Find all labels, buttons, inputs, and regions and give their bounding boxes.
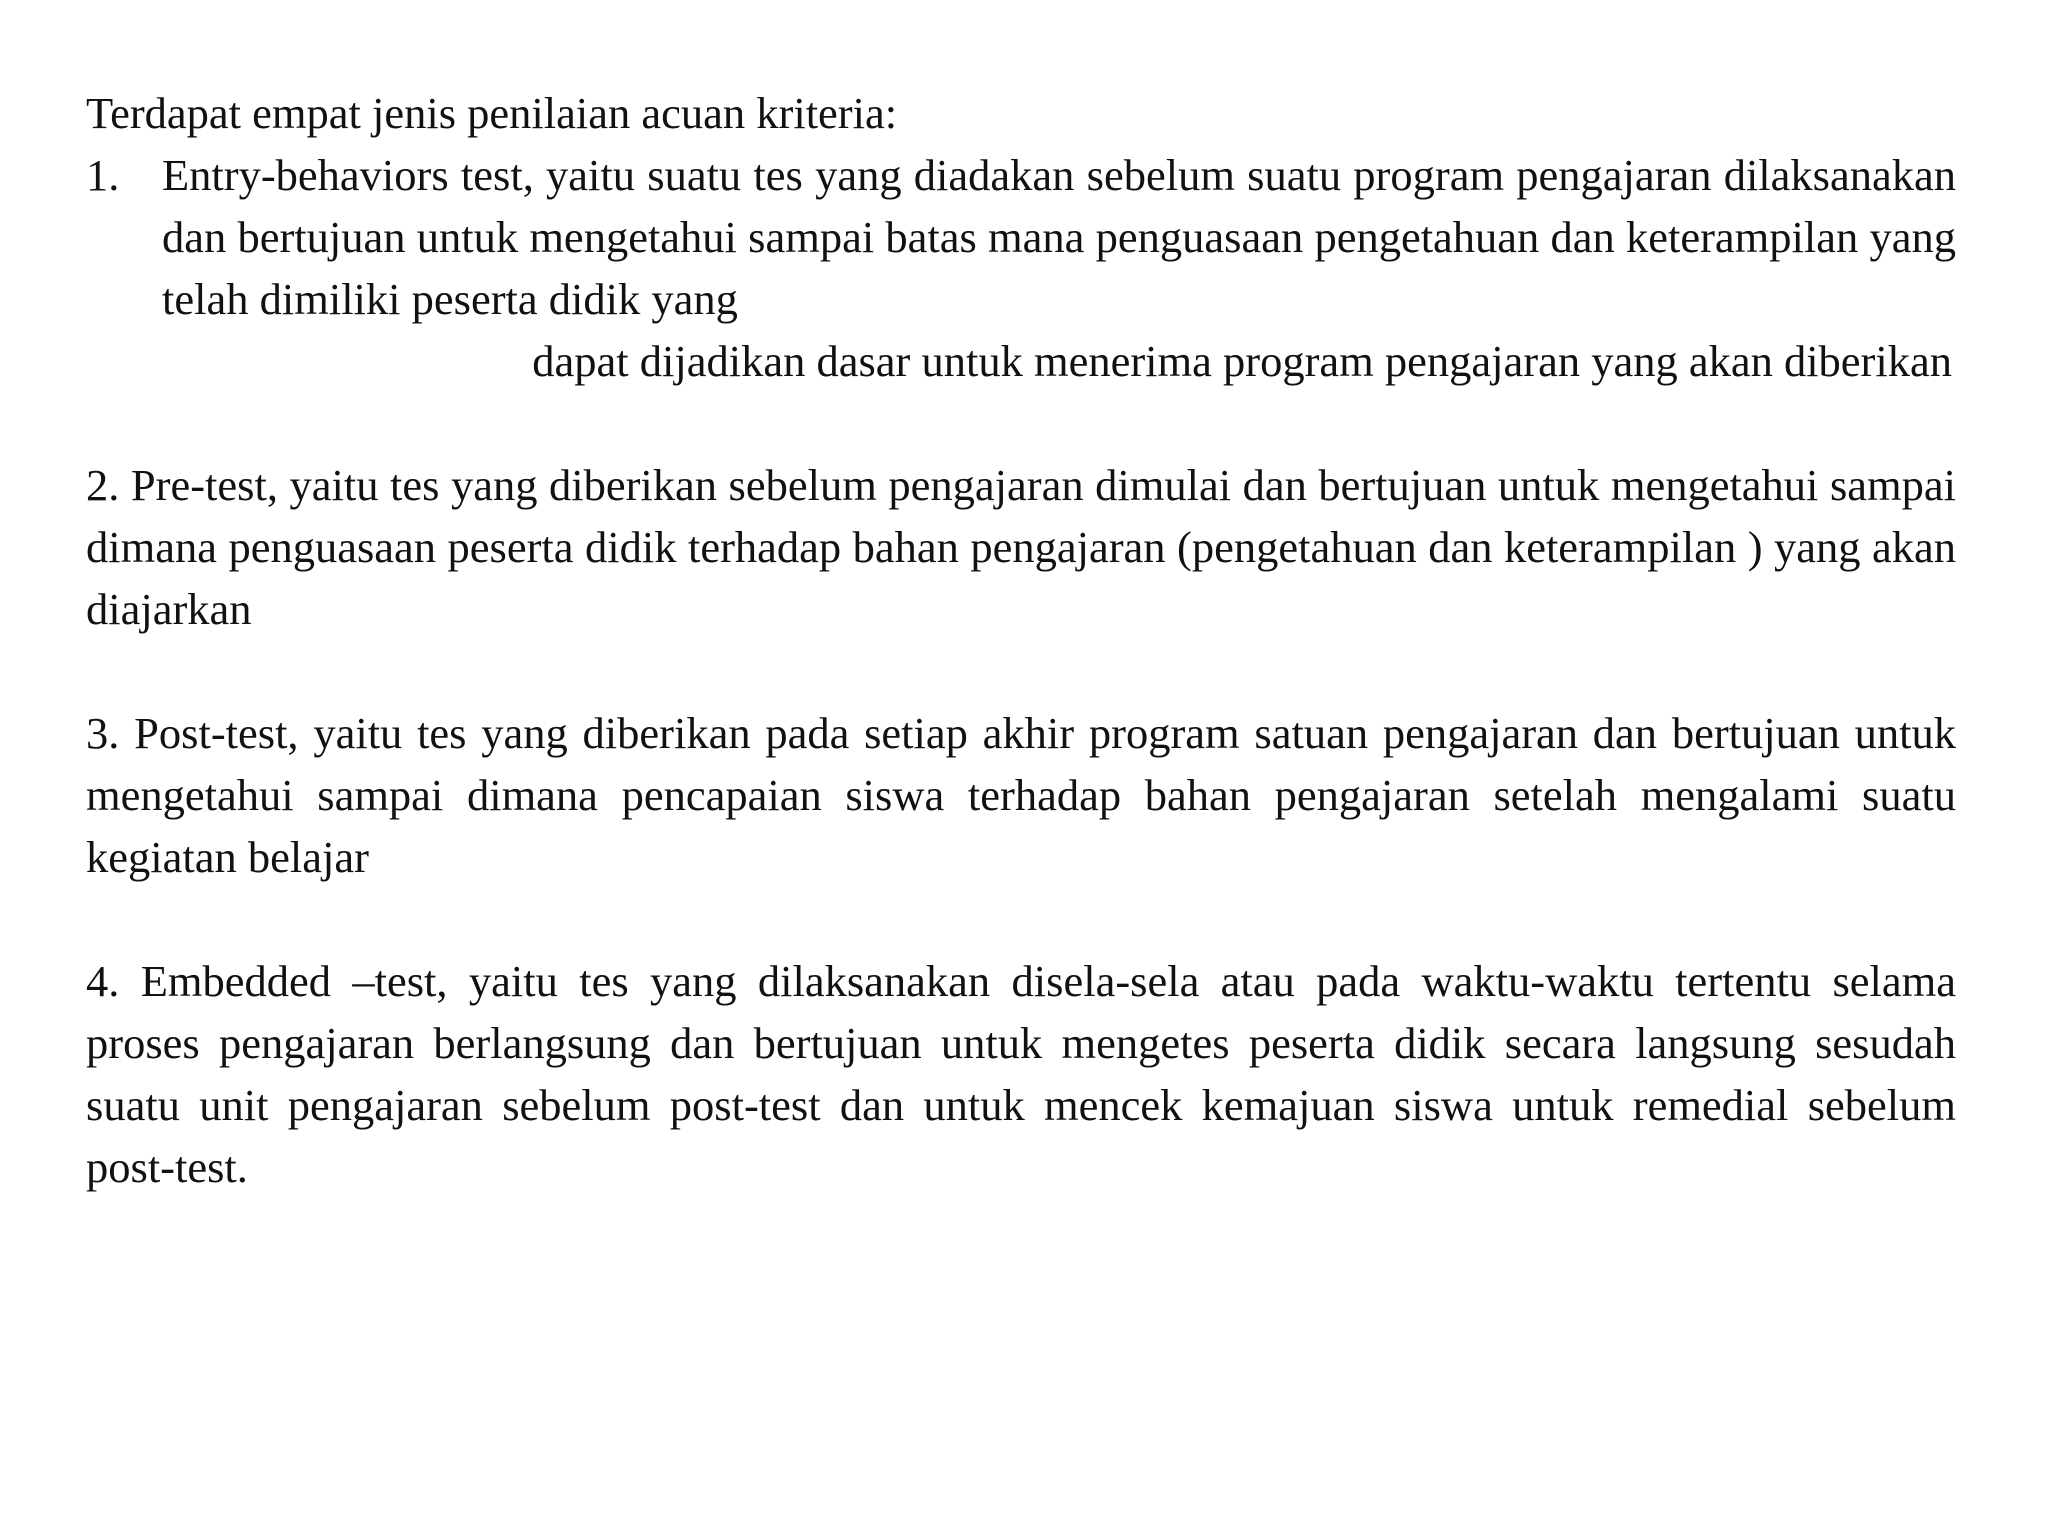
list-item-pre-test: 2. Pre-test, yaitu tes yang diberikan sebelum pengajaran dimulai dan bertujuan untuk mengetahui sampai dimana penguasaan peserta didik terhadap bahan pengajaran (pengetahuan dan keterampilan ) yang akan diajarkan [86,460,1956,634]
list-item-text: Entry-behaviors test, yaitu suatu tes yang diadakan sebelum suatu program pengajaran dilaksanakan dan bertujuan untuk mengetahui sampai batas mana penguasaan pengetahuan dan keterampilan yang telah dimiliki peserta didik yang [162,150,1956,324]
list-item-post-test: 3. Post-test, yaitu tes yang diberikan pada setiap akhir program satuan pengajaran dan bertujuan untuk mengetahui sampai dimana pencapaian siswa terhadap bahan pengajaran setelah mengalami suatu kegiatan belajar [86,708,1956,882]
intro-heading: Terdapat empat jenis penilaian acuan kriteria: [86,88,898,138]
paragraph-gap [86,888,1956,950]
list-item-embedded-test: 4. Embedded –test, yaitu tes yang dilaksanakan disela-sela atau pada waktu-waktu tertentu selama proses pengajaran berlangsung dan bertujuan untuk mengetes peserta didik secara langsung sesudah suatu unit pengajaran sebelum post-test dan untuk mencek kemajuan siswa untuk remedial sebelum post-test. [86,956,1956,1192]
text-content [86,82,1956,1198]
paragraph-gap [86,640,1956,702]
paragraph-gap [86,392,1956,454]
list-item-entry-behaviors-test [86,144,1956,392]
list-item-last-line: dapat dijadikan dasar untuk menerima program pengajaran yang akan diberikan [532,336,1952,386]
list-item-number: 1. [86,150,120,200]
